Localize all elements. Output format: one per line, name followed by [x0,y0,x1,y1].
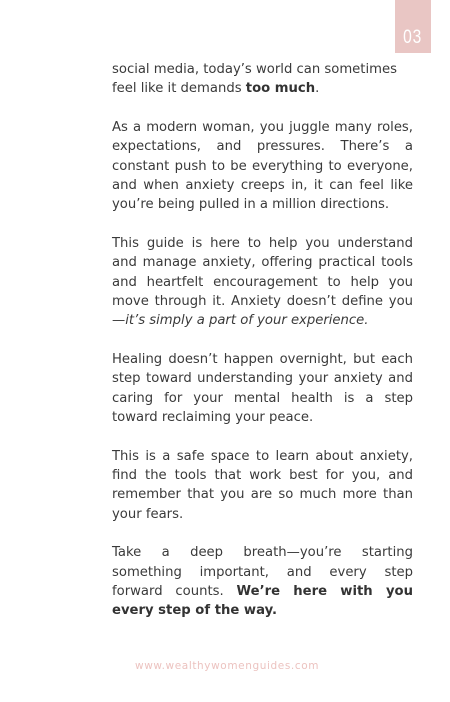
paragraph-4 [112,350,413,427]
body-content [112,60,413,640]
paragraph-6-bold: We’re here with you every step of the way. [112,584,413,619]
paragraph-1-bold: too much [245,81,316,97]
paragraph-1 [112,60,413,99]
paragraph-1-end: . [315,81,320,97]
page-number: 03 [403,27,423,48]
paragraph-5-text: This is a safe space to learn about anxiety, find the tools that work best for you, and remember that you are so much more than your fears. [112,448,413,522]
page-number-badge [395,0,431,53]
paragraph-3-italic: it’s simply a part of your experience. [125,313,369,329]
paragraph-2 [112,118,413,214]
paragraph-3 [112,234,413,330]
paragraph-2-text: As a modern woman, you juggle many roles, expectations, and pressures. There’s a constant push to be everything to everyone, and when anxiety creeps in, it can feel like you’re being pulled in a million directions. [112,120,413,213]
paragraph-4-text: Healing doesn’t happen overnight, but each step toward understanding your anxiety and caring for your mental health is a step toward reclaiming your peace. [112,352,413,425]
paragraph-3-text: This guide is here to help you understand and manage anxiety, offering practical tools and heartfelt encouragement to help you move through it. Anxiety doesn’t define you— [112,236,413,329]
paragraph-6 [112,543,413,620]
paragraph-1-text: social media, today’s world can sometimes feel like it demands [112,62,397,97]
paragraph-6-text: Take a deep breath—you’re starting something important, and every step forward counts. [112,545,413,600]
paragraph-5 [112,447,413,524]
footer-website-link[interactable]: www.wealthywomenguides.com [135,660,320,672]
